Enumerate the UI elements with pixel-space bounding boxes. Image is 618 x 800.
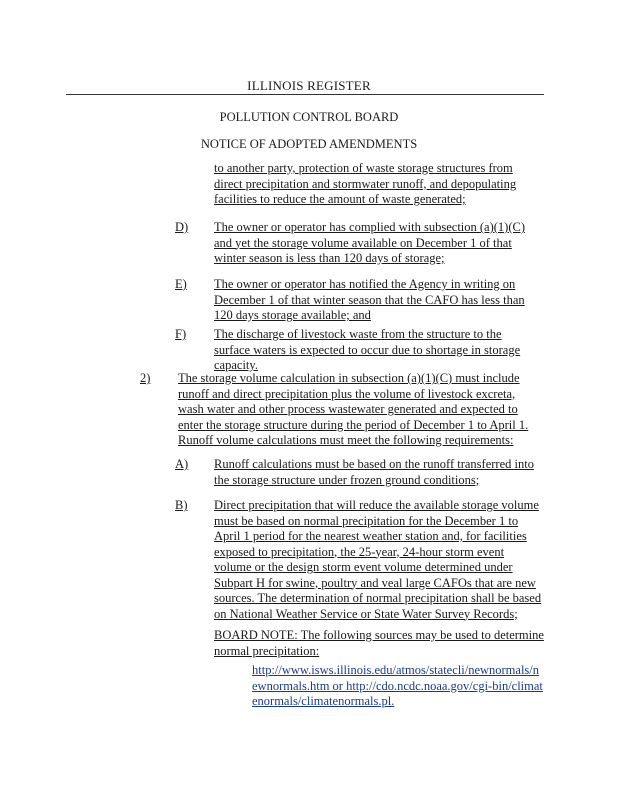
item-f-text: The discharge of livestock waste from the structure to the surface waters is expected to occur due to shortage in storage capacity. [214, 327, 521, 372]
notice-title: NOTICE OF ADOPTED AMENDMENTS [200, 137, 418, 151]
item-a-label: A) [175, 457, 189, 471]
item-f-label: F) [175, 327, 187, 341]
register-title: ILLINOIS REGISTER [247, 78, 371, 93]
header-rule [66, 94, 544, 95]
item-2-label: 2) [140, 371, 151, 385]
item-e-label: E) [175, 277, 187, 291]
item-b-text: Direct precipitation that will reduce the available storage volume must be based on normal precipitation for the December 1 to April 1 period for the nearest weather station and, for facilities exposed to precipitation, the 25-year, 24-hour storm event volume or the design storm event volume determined under Subpart H for swine, poultry and veal large CAFOs that are new sources. The determination of normal precipitation shall be based on National Weather Service or State Water Survey Records; [214, 498, 542, 621]
precipitation-links[interactable]: http://www.isws.illinois.edu/atmos/statecli/newnormals/newnormals.htm or http://cdo.ncdc.noaa.gov/cgi-bin/climatenormals/climatenormals.pl. [252, 663, 543, 708]
continuation-text: to another party, protection of waste storage structures from direct precipitation and stormwater runoff, and depopulating facilities to reduce the amount of waste generated; [214, 161, 517, 206]
board-note: BOARD NOTE: The following sources may be used to determine normal precipitation: [214, 628, 544, 658]
item-d-label: D) [175, 220, 189, 234]
item-a-text: Runoff calculations must be based on the runoff transferred into the storage structure under frozen ground conditions; [214, 457, 534, 487]
item-2-text: The storage volume calculation in subsection (a)(1)(C) must include runoff and direct precipitation plus the volume of livestock excreta, wash water and other process wastewater generated and expected to enter the storage structure during the period of December 1 to April 1. Runoff volume calculations must meet the following requirements: [178, 371, 529, 447]
item-e-text: The owner or operator has notified the Agency in writing on December 1 of that winter season that the CAFO has less than 120 days storage available; and [214, 277, 525, 322]
item-d-text: The owner or operator has complied with subsection (a)(1)(C) and yet the storage volume available on December 1 of that winter season is less than 120 days of storage; [214, 220, 526, 265]
item-b-label: B) [175, 498, 188, 512]
board-title: POLLUTION CONTROL BOARD [219, 110, 399, 124]
